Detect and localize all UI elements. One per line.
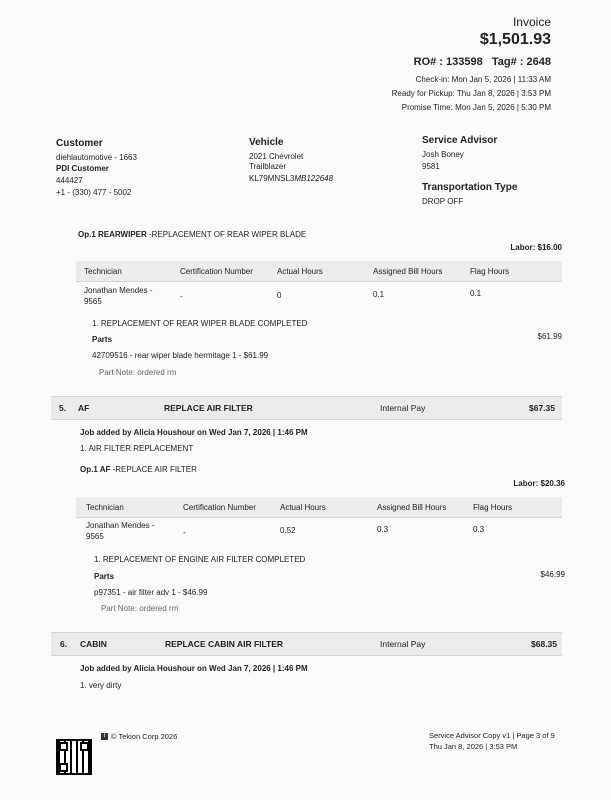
- tech-cert: -: [180, 292, 183, 301]
- col-assigned-bill-hours: Assigned Bill Hours: [377, 503, 447, 512]
- tech-bill-hours: 0.1: [373, 290, 385, 299]
- invoice-total: $1,501.93: [479, 31, 551, 48]
- op1-technician-row: [76, 286, 562, 310]
- op1-parts-label: Parts: [92, 335, 113, 344]
- col-flag-hours: Flag Hours: [470, 267, 510, 276]
- col-certification-number: Certification Number: [183, 503, 256, 512]
- ready-for-pickup-time: Ready for Pickup: Thu Jan 8, 2026 | 3:53 PM: [391, 89, 551, 98]
- job-5-parts-amount: $46.99: [540, 570, 565, 579]
- col-flag-hours: Flag Hours: [473, 503, 513, 512]
- col-assigned-bill-hours: Assigned Bill Hours: [373, 267, 443, 276]
- tech-id: 9565: [84, 297, 102, 306]
- tech-name: Jonathan Mendes -: [84, 286, 153, 295]
- job-5-op-description: -REPLACE AIR FILTER: [110, 465, 197, 474]
- job-6-pay-type: Internal Pay: [380, 639, 426, 649]
- tekion-logo-icon: T: [102, 733, 107, 739]
- col-technician: Technician: [84, 267, 122, 276]
- job-5-bar[interactable]: [51, 396, 562, 420]
- job-5-price: $67.35: [529, 403, 555, 413]
- job-5-labor: Labor: $20.36: [513, 479, 565, 488]
- customer-phone: +1 - (330) 477 - 5002: [56, 188, 132, 197]
- tech-actual-hours: 0.52: [280, 526, 296, 535]
- job-6-price: $68.35: [531, 639, 557, 649]
- op1-completed-note: 1. REPLACEMENT OF REAR WIPER BLADE COMPLETED: [92, 319, 308, 328]
- op1-description: -REPLACEMENT OF REAR WIPER BLADE: [146, 230, 307, 239]
- job-5-part-line: p97351 - air filter adv 1 - $46.99: [94, 588, 208, 597]
- tech-actual-hours: 0: [277, 291, 282, 300]
- job-6-code: CABIN: [80, 639, 107, 649]
- tech-flag-hours: 0.1: [470, 289, 482, 298]
- job-5-note: 1. AIR FILTER REPLACEMENT: [80, 444, 194, 453]
- customer-type: PDI Customer: [56, 164, 109, 173]
- vehicle-vin: [249, 174, 333, 183]
- qr-code: [56, 739, 92, 775]
- promise-time: Promise Time: Mon Jan 5, 2026 | 5:30 PM: [401, 103, 551, 112]
- customer-label: Customer: [56, 138, 103, 149]
- footer-copy-info: Service Advisor Copy v1 | Page 3 of 9: [429, 731, 555, 740]
- footer-printed-time: Thu Jan 8, 2026 | 3:53 PM: [429, 742, 518, 751]
- op1-technician-table-header: [76, 261, 562, 282]
- service-advisor-label: Service Advisor: [422, 135, 498, 146]
- op1-labor: Labor: $16.00: [510, 243, 562, 252]
- advisor-id: 9581: [422, 162, 440, 171]
- job-5-technician-table-header: [76, 497, 562, 518]
- invoice-label: Invoice: [512, 15, 551, 29]
- footer-copyright: [101, 732, 177, 741]
- customer-id: 444427: [56, 176, 83, 185]
- transportation-type-label: Transportation Type: [422, 182, 518, 193]
- qr-finder-pattern: [59, 742, 68, 751]
- job-5-part-note: Part Note: ordered rm: [101, 604, 179, 613]
- job-5-description: REPLACE AIR FILTER: [164, 403, 253, 413]
- op1-code: Op.1 REARWIPER: [78, 230, 147, 239]
- job-6-note: 1. very dirty: [80, 681, 122, 690]
- col-certification-number: Certification Number: [180, 267, 253, 276]
- job-6-added-by: Job added by Alicia Houshour on Wed Jan 7, 2026 | 1:46 PM: [80, 664, 308, 673]
- tech-bill-hours: 0.3: [377, 525, 389, 534]
- job-5-pay-type: Internal Pay: [380, 403, 426, 413]
- job-5-added-by: Job added by Alicia Houshour on Wed Jan 7, 2026 | 1:46 PM: [80, 428, 308, 437]
- vehicle-model: 2021 Chevrolet: [249, 152, 304, 161]
- qr-finder-pattern: [59, 763, 68, 772]
- tech-id: 9565: [86, 532, 104, 541]
- job-5-op-code: Op.1 AF: [80, 465, 111, 474]
- copyright-text: © Tekion Corp 2026: [111, 732, 178, 741]
- vin-suffix: MB122648: [294, 174, 334, 183]
- col-technician: Technician: [86, 503, 124, 512]
- qr-finder-pattern: [80, 742, 89, 751]
- job-6-number: 6.: [60, 639, 68, 649]
- job-5-number: 5.: [59, 403, 67, 413]
- tech-name: Jonathan Mendes -: [86, 521, 155, 530]
- vehicle-trim: Trailblazer: [249, 162, 287, 171]
- job-6-bar[interactable]: [51, 632, 562, 656]
- op1-part-note: Part Note: ordered rm: [99, 368, 177, 377]
- job-5-completed-note: 1. REPLACEMENT OF ENGINE AIR FILTER COMPLETED: [94, 555, 306, 564]
- checkin-time: Check-in: Mon Jan 5, 2026 | 11:33 AM: [415, 75, 551, 84]
- op1-title: [78, 230, 306, 239]
- tech-flag-hours: 0.3: [473, 525, 485, 534]
- op1-part-line: 42709516 - rear wiper blade hermitage 1 - $61.99: [92, 351, 269, 360]
- job-5-op-title: [80, 465, 197, 474]
- op1-parts-amount: $61.99: [537, 332, 562, 341]
- job-5-technician-row: [76, 521, 562, 545]
- vin-prefix: KL79MNSL3: [249, 174, 295, 183]
- advisor-name: Josh Boney: [422, 150, 464, 159]
- transportation-type-value: DROP OFF: [422, 197, 464, 206]
- tech-cert: -: [183, 528, 186, 537]
- job-5-parts-label: Parts: [94, 572, 115, 581]
- job-6-description: REPLACE CABIN AIR FILTER: [165, 639, 284, 649]
- customer-name: diehlautomotive - 1663: [56, 153, 137, 162]
- job-5-code: AF: [78, 403, 90, 413]
- col-actual-hours: Actual Hours: [277, 267, 323, 276]
- ro-tag-line: RO# : 133598 Tag# : 2648: [413, 56, 551, 68]
- vehicle-label: Vehicle: [249, 137, 284, 148]
- col-actual-hours: Actual Hours: [280, 503, 326, 512]
